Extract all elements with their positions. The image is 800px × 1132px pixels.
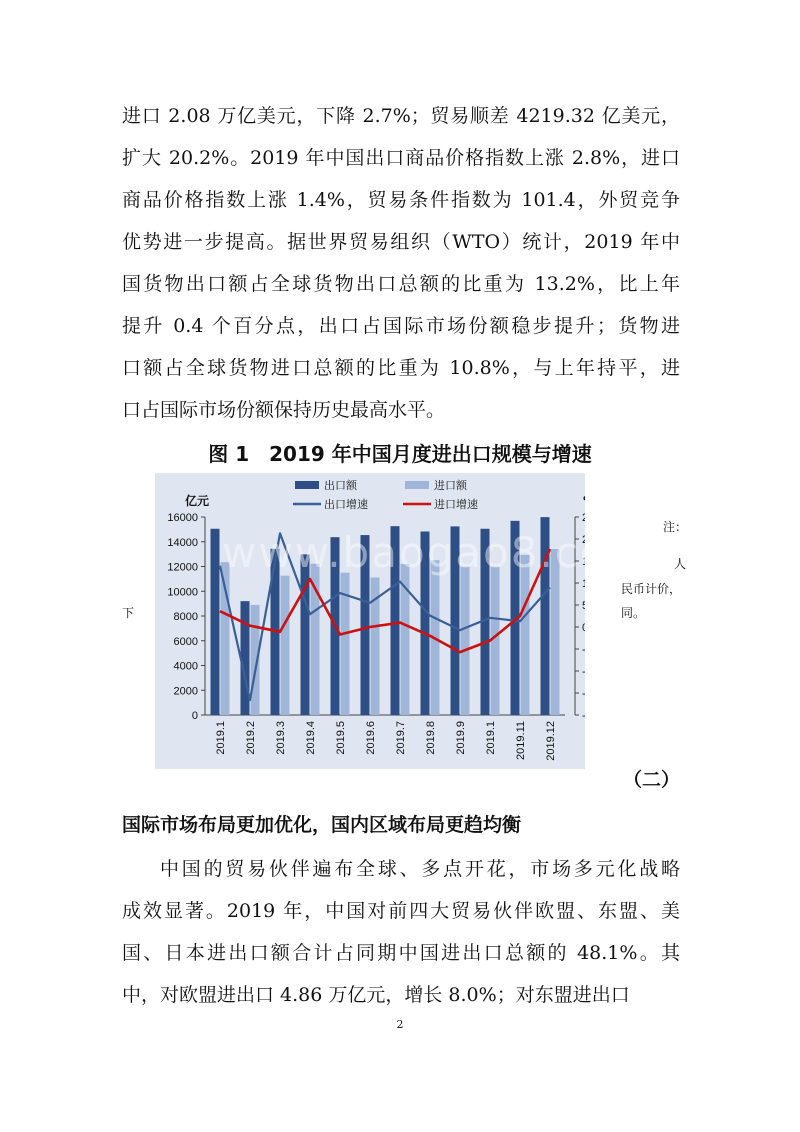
chart-container (155, 473, 585, 769)
side-note: 下 (122, 606, 135, 620)
text-line: 口额占全球货物进口总额的比重为 10.8%，与上年持平，进 (122, 357, 680, 379)
legend-label: 出口增速 (324, 498, 368, 511)
right-tick-label (582, 644, 585, 656)
left-tick-label: 8000 (173, 611, 198, 623)
text-line: 口占国际市场份额保持历史最高水平。 (122, 399, 446, 421)
right-tick-label (582, 578, 585, 590)
right-tick-label (582, 710, 585, 722)
text-line: 国、日本进出口额合计占同期中国进出口总额的 48.1%。其 (122, 942, 680, 964)
x-tick-label: 2019.9 (455, 721, 467, 755)
text-line: 提升 0.4 个百分点，出口占国际市场份额稳步提升；货物进 (122, 315, 680, 337)
left-tick-label: 0 (191, 710, 198, 722)
left-tick-label: 14000 (167, 536, 198, 549)
watermark: www.baogao8.com (222, 528, 651, 577)
right-axis-unit (583, 494, 585, 508)
text-line: 成效显著。2019 年，中国对前四大贸易伙伴欧盟、东盟、美 (122, 900, 680, 922)
text-line: 国货物出口额占全球货物出口总额的比重为 13.2%，比上年 (122, 273, 680, 295)
right-tick-label (582, 600, 585, 612)
legend-label: 进口增速 (434, 498, 478, 511)
page-number: 2 (396, 1018, 404, 1031)
side-note: 民币计价， (621, 582, 682, 596)
export-bar (301, 554, 310, 715)
x-tick-label: 2019.11 (515, 721, 527, 760)
text-line: 中，对欧盟进出口 4.86 万亿元，增长 8.0%；对东盟进出口 (122, 984, 630, 1006)
figure-title: 图 1 2019 年中国月度进出口规模与增速 (208, 442, 592, 466)
trade-chart (155, 473, 585, 769)
right-tick-label (582, 512, 585, 524)
x-tick-label: 2019.7 (395, 721, 407, 755)
x-tick-label: 2019.2 (245, 721, 257, 755)
left-tick-label: 4000 (173, 660, 198, 673)
text-line: 扩大 20.2%。2019 年中国出口商品价格指数上涨 2.8%，进口 (122, 147, 680, 169)
left-tick-label: 10000 (167, 586, 198, 599)
text-line: 进口 2.08 万亿美元，下降 2.7%；贸易顺差 4219.32 亿美元， (122, 105, 680, 127)
x-tick-label: 2019.3 (275, 721, 287, 755)
x-tick-label: 2019.1 (485, 721, 497, 755)
x-tick-label: 2019.1 (215, 721, 227, 755)
import-bar (461, 567, 470, 716)
side-note: 人 (674, 557, 687, 571)
export-bar (211, 529, 220, 715)
text-line: 商品价格指数上涨 1.4%，贸易条件指数为 101.4，外贸竞争 (122, 189, 680, 211)
side-note: 注： (663, 520, 688, 534)
legend-swatch (405, 481, 429, 489)
body-paragraph-2 (122, 848, 680, 1016)
section-heading: 国际市场布局更加优化，国内区域布局更趋均衡 (122, 814, 522, 836)
import-bar (521, 555, 530, 715)
right-tick-label (582, 688, 585, 700)
body-paragraph-1 (122, 95, 680, 431)
left-axis-unit: 亿元 (185, 494, 210, 508)
x-tick-label: 2019.4 (305, 721, 317, 755)
x-tick-label: 2019.6 (365, 721, 377, 755)
left-tick-label: 12000 (167, 561, 198, 574)
legend-label: 进口额 (434, 479, 467, 492)
right-tick-label (582, 666, 585, 678)
text-line: 优势进一步提高。据世界贸易组织（WTO）统计，2019 年中 (122, 231, 680, 253)
right-tick-label (582, 622, 585, 634)
export-bar (241, 601, 250, 715)
x-tick-label: 2019.8 (425, 721, 437, 755)
left-tick-label: 2000 (173, 685, 198, 698)
left-tick-label: 6000 (173, 635, 198, 648)
side-note: 同。 (621, 606, 646, 620)
text-line: 中国的贸易伙伴遍布全球、多点开花，市场多元化战略 (160, 858, 680, 880)
x-tick-label: 2019.5 (335, 721, 347, 755)
x-tick-label: 2019.12 (545, 721, 557, 761)
section-number: （二） (622, 769, 680, 791)
import-bar (281, 576, 290, 715)
legend-label: 出口额 (324, 479, 357, 492)
legend-swatch (295, 481, 319, 489)
left-tick-label: 16000 (167, 512, 198, 524)
